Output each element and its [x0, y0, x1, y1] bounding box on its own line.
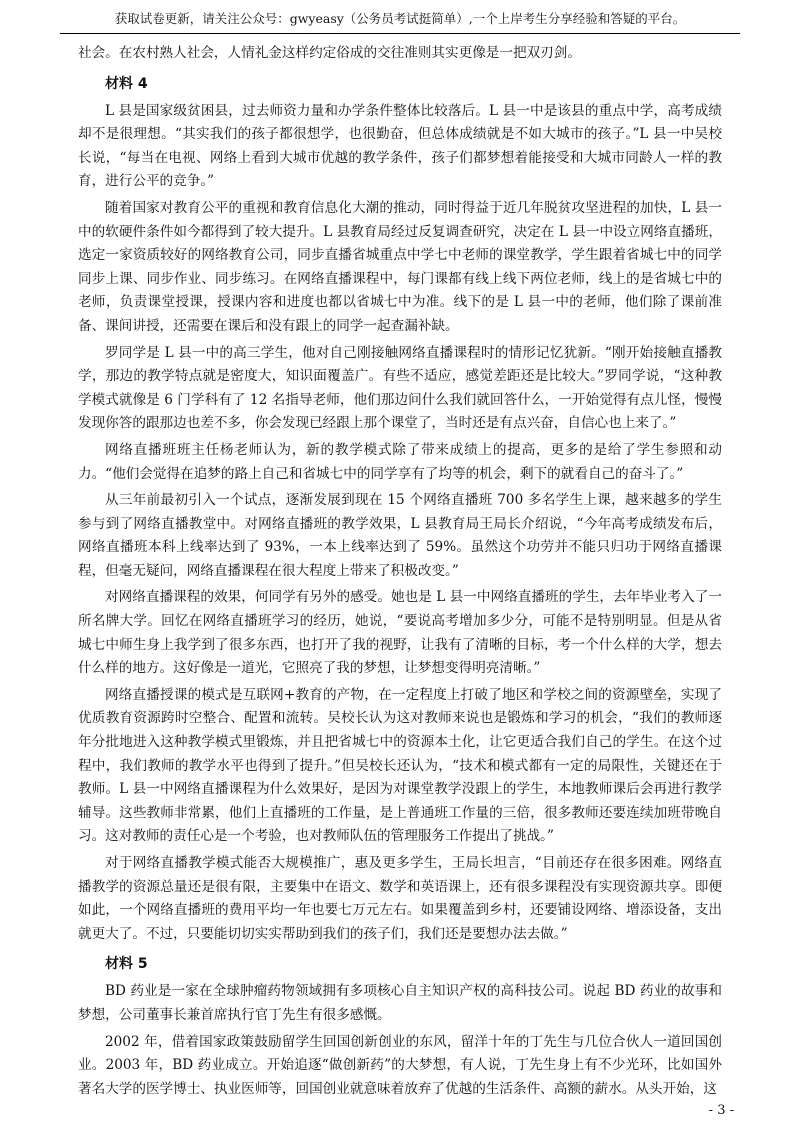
page-header: 获取试卷更新，请关注公众号：gwyeasy（公务员考试挺简单）,一个上岸考生分享经验和答疑的平台。	[114, 11, 686, 26]
material-5-paragraph: 2002 年，借着国家政策鼓励留学生回国创新创业的东风，留洋十年的丁先生与几位合伙人一道回国创业。2003 年，BD 药业成立。开始追逐“做创新药”的大梦想，有人说，丁先生身上有不少光环，比如国外著名大学的医学博士、执业医师等，回国创业就意味着放弃了优越的生活条件、高额的薪水。从头开始，这	[78, 1033, 722, 1097]
material-4-paragraph: 罗同学是 L 县一中的高三学生，他对自己刚接触网络直播课程时的情形记忆犹新。“刚开始接触直播教学，那边的教学特点就是密度大，知识面覆盖广。有些不适应，感觉差距还是比较大。”罗同学说，“这种教学模式就像是 6 门学科有了 12 名指导老师，他们那边问什么我们就回答什么，一开始觉得有点儿怪，慢慢发现你答的跟那边也差不多，你会发现已经跟上那个课堂了，当时还是有点兴奋，自信心也上来了。”	[78, 344, 722, 432]
material-4-paragraph: 对网络直播课程的效果，何同学有另外的感受。她也是 L 县一中网络直播班的学生，去年毕业考入了一所名牌大学。回忆在网络直播班学习的经历，她说，“要说高考增加多少分，可能不是特别明显。但是从省城七中师生身上我学到了很多东西，也打开了我的视野，让我有了清晰的目标，考一个什么样的大学，想去什么样的地方。这好像是一道光，它照亮了我的梦想，让梦想变得明亮清晰。”	[78, 589, 722, 677]
material-4-paragraph: 网络直播授课的模式是互联网+教育的产物，在一定程度上打破了地区和学校之间的资源壁垒，实现了优质教育资源跨时空整合、配置和流转。吴校长认为这对教师来说也是锻炼和学习的机会，“我们的教师逐年分批地进入这种教学模式里锻炼，并且把省城七中的资源本土化，让它更适合我们自己的学生。在这个过程中，我们教师的教学水平也得到了提升。”但吴校长还认为，“技术和模式都有一定的局限性，关键还在于教师。L 县一中网络直播课程为什么效果好，是因为对课堂教学没跟上的学生，本地教师课后会再进行教学辅导。这些教师非常累，他们上直播班的工作量，是上普通班工作量的三倍，很多教师还要连续加班带晚自习。这对教师的责任心是一个考验，也对教师队伍的管理服务工作提出了挑战。”	[78, 686, 722, 845]
header-divider	[60, 33, 740, 34]
material-4-paragraph: 对于网络直播教学模式能否大规模推广，惠及更多学生，王局长坦言，“目前还存在很多困难。网络直播教学的资源总量还是很有限，主要集中在语文、数学和英语课上，还有很多课程没有实现资源共享。即便如此，一个网络直播班的费用平均一年也要七万元左右。如果覆盖到乡村，还要铺设网络、增添设备，支出就更大了。不过，只要能切切实实帮助到我们的孩子们，我们还是要想办法去做。”	[78, 855, 722, 942]
material-4-paragraph: 从三年前最初引入一个试点，逐渐发展到现在 15 个网络直播班 700 多名学生上课，越来越多的学生参与到了网络直播教堂中。对网络直播班的教学效果，L 县教育局王局长介绍说，“今年高考成绩发布后，网络直播班本科上线率达到了 93%，一本上线率达到了 59%。虽然这个功劳并不能只归功于网络直播课程，但毫无疑问，网络直播课程在很大程度上带来了积极改变。”	[78, 492, 722, 579]
material-4-paragraph: 随着国家对教育公平的重视和教育信息化大潮的推动，同时得益于近几年脱贫攻坚进程的加快，L 县一中的软硬件条件如今都得到了较大提升。L 县教育局经过反复调查研究，决定在 L 县一中设立网络直播班，选定一家资质较好的网络教育公司，同步直播省城重点中学七中老师的课堂教学，学生跟着省城七中的同学同步上课、同步作业、同步练习。在网络直播课程中，每门课都有线上线下两位老师，线上的是省城七中的老师，负责课堂授课，授课内容和进度也都以省城七中为准。线下的是 L 县一中的老师，他们除了课前准备、课间讲授，还需要在课后和没有跟上的同学一起查漏补缺。	[78, 199, 722, 334]
document-body	[78, 42, 722, 1101]
material-5-paragraph: BD 药业是一家在全球肿瘤药物领域拥有多项核心自主知识产权的高科技公司。说起 BD 药业的故事和梦想，公司董事长兼首席执行官丁先生有很多感慨。	[78, 983, 722, 1023]
material-5-title: 材料 5	[105, 956, 148, 973]
intro-tail-paragraph: 社会。在农村熟人社会，人情礼金这样约定俗成的交往准则其实更像是一把双刃剑。	[78, 45, 581, 61]
material-4-paragraph: L 县是国家级贫困县，过去师资力量和办学条件整体比较落后。L 县一中是该县的重点中学，高考成绩却不是很理想。“其实我们的孩子都很想学，也很勤奋，但总体成绩就是不如大城市的孩子。”L 县一中吴校长说，“每当在电视、网络上看到大城市优越的教学条件，孩子们都梦想着能接受和大城市同龄人一样的教育，进行公平的竞争。”	[78, 102, 722, 190]
material-4-title: 材料 4	[105, 75, 148, 92]
page-number: - 3 -	[708, 1103, 734, 1118]
material-4-paragraph: 网络直播班班主任杨老师认为，新的教学模式除了带来成绩上的提高，更多的是给了学生参照和动力。“他们会觉得在追梦的路上自己和省城七中的同学享有了均等的机会，剩下的就看自己的奋斗了。”	[78, 441, 722, 482]
